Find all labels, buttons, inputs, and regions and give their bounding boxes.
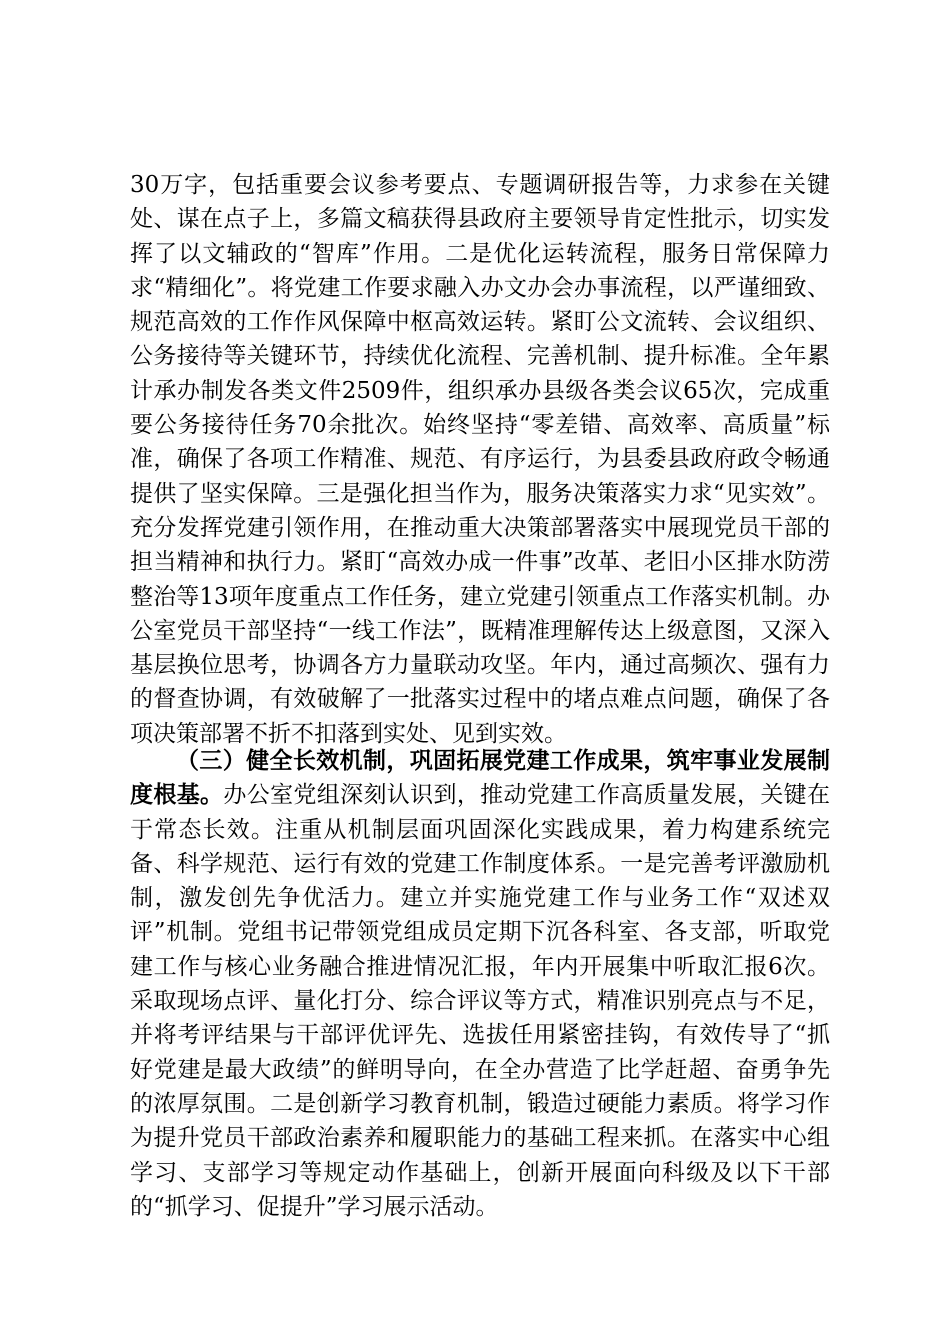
section-body-3: 办公室党组深刻认识到，推动党建工作高质量发展，关键在于常态长效。注重从机制层面巩固深化实践成果，着力构建系统完备、科学规范、运行有效的党建工作制度体系。一是完善考评激励机制，激发创先争优活力。建立并实施党建工作与业务工作“双述双评”机制。党组书记带领党组成员定期下沉各科室、各支部，听取党建工作与核心业务融合推进情况汇报，年内开展集中听取汇报6次。采取现场点评、量化打分、综合评议等方式，精准识别亮点与不足，并将考评结果与干部评优评先、选拔任用紧密挂钩，有效传导了“抓好党建是最大政绩”的鲜明导向，在全办营造了比学赶超、奋勇争先的浓厚氛围。二是创新学习教育机制，锻造过硬能力素质。将学习作为提升党员干部政治素养和履职能力的基础工程来抓。在落实中心组学习、支部学习等规定动作基础上，创新开展面向科级及以下干部的“抓学习、促提升”学习展示活动。 [130,782,831,1220]
section-heading-3: （三）健全长效机制，巩固拓展党建工作成果，筑牢事业发展制度根基。 [130,747,830,809]
paragraph-section-3 [130,744,830,1224]
paragraph-body-1: 30万字，包括重要会议参考要点、专题调研报告等，力求参在关键处、谋在点子上，多篇文稿获得县政府主要领导肯定性批示，切实发挥了以文辅政的“智库”作用。二是优化运转流程，服务日常保障力求“精细化”。将党建工作要求融入办文办会办事流程，以严谨细致、规范高效的工作作风保障中枢高效运转。紧盯公文流转、会议组织、公务接待等关键环节，持续优化流程、完善机制、提升标准。全年累计承办制发各类文件2509件，组织承办县级各类会议65次，完成重要公务接待任务70余批次。始终坚持“零差错、高效率、高质量”标准，确保了各项工作精准、规范、有序运行，为县委县政府政令畅通提供了坚实保障。三是强化担当作为，服务决策落实力求“见实效”。充分发挥党建引领作用，在推动重大决策部署落实中展现党员干部的担当精神和执行力。紧盯“高效办成一件事”改革、老旧小区排水防涝整治等13项年度重点工作任务，建立党建引领重点工作落实机制。办公室党员干部坚持“一线工作法”，既精准理解传达上级意图，又深入基层换位思考，协调各方力量联动攻坚。年内，通过高频次、强有力的督查协调，有效破解了一批落实过程中的堵点难点问题，确保了各项决策部署不折不扣落到实处、见到实效。 [130,172,830,747]
